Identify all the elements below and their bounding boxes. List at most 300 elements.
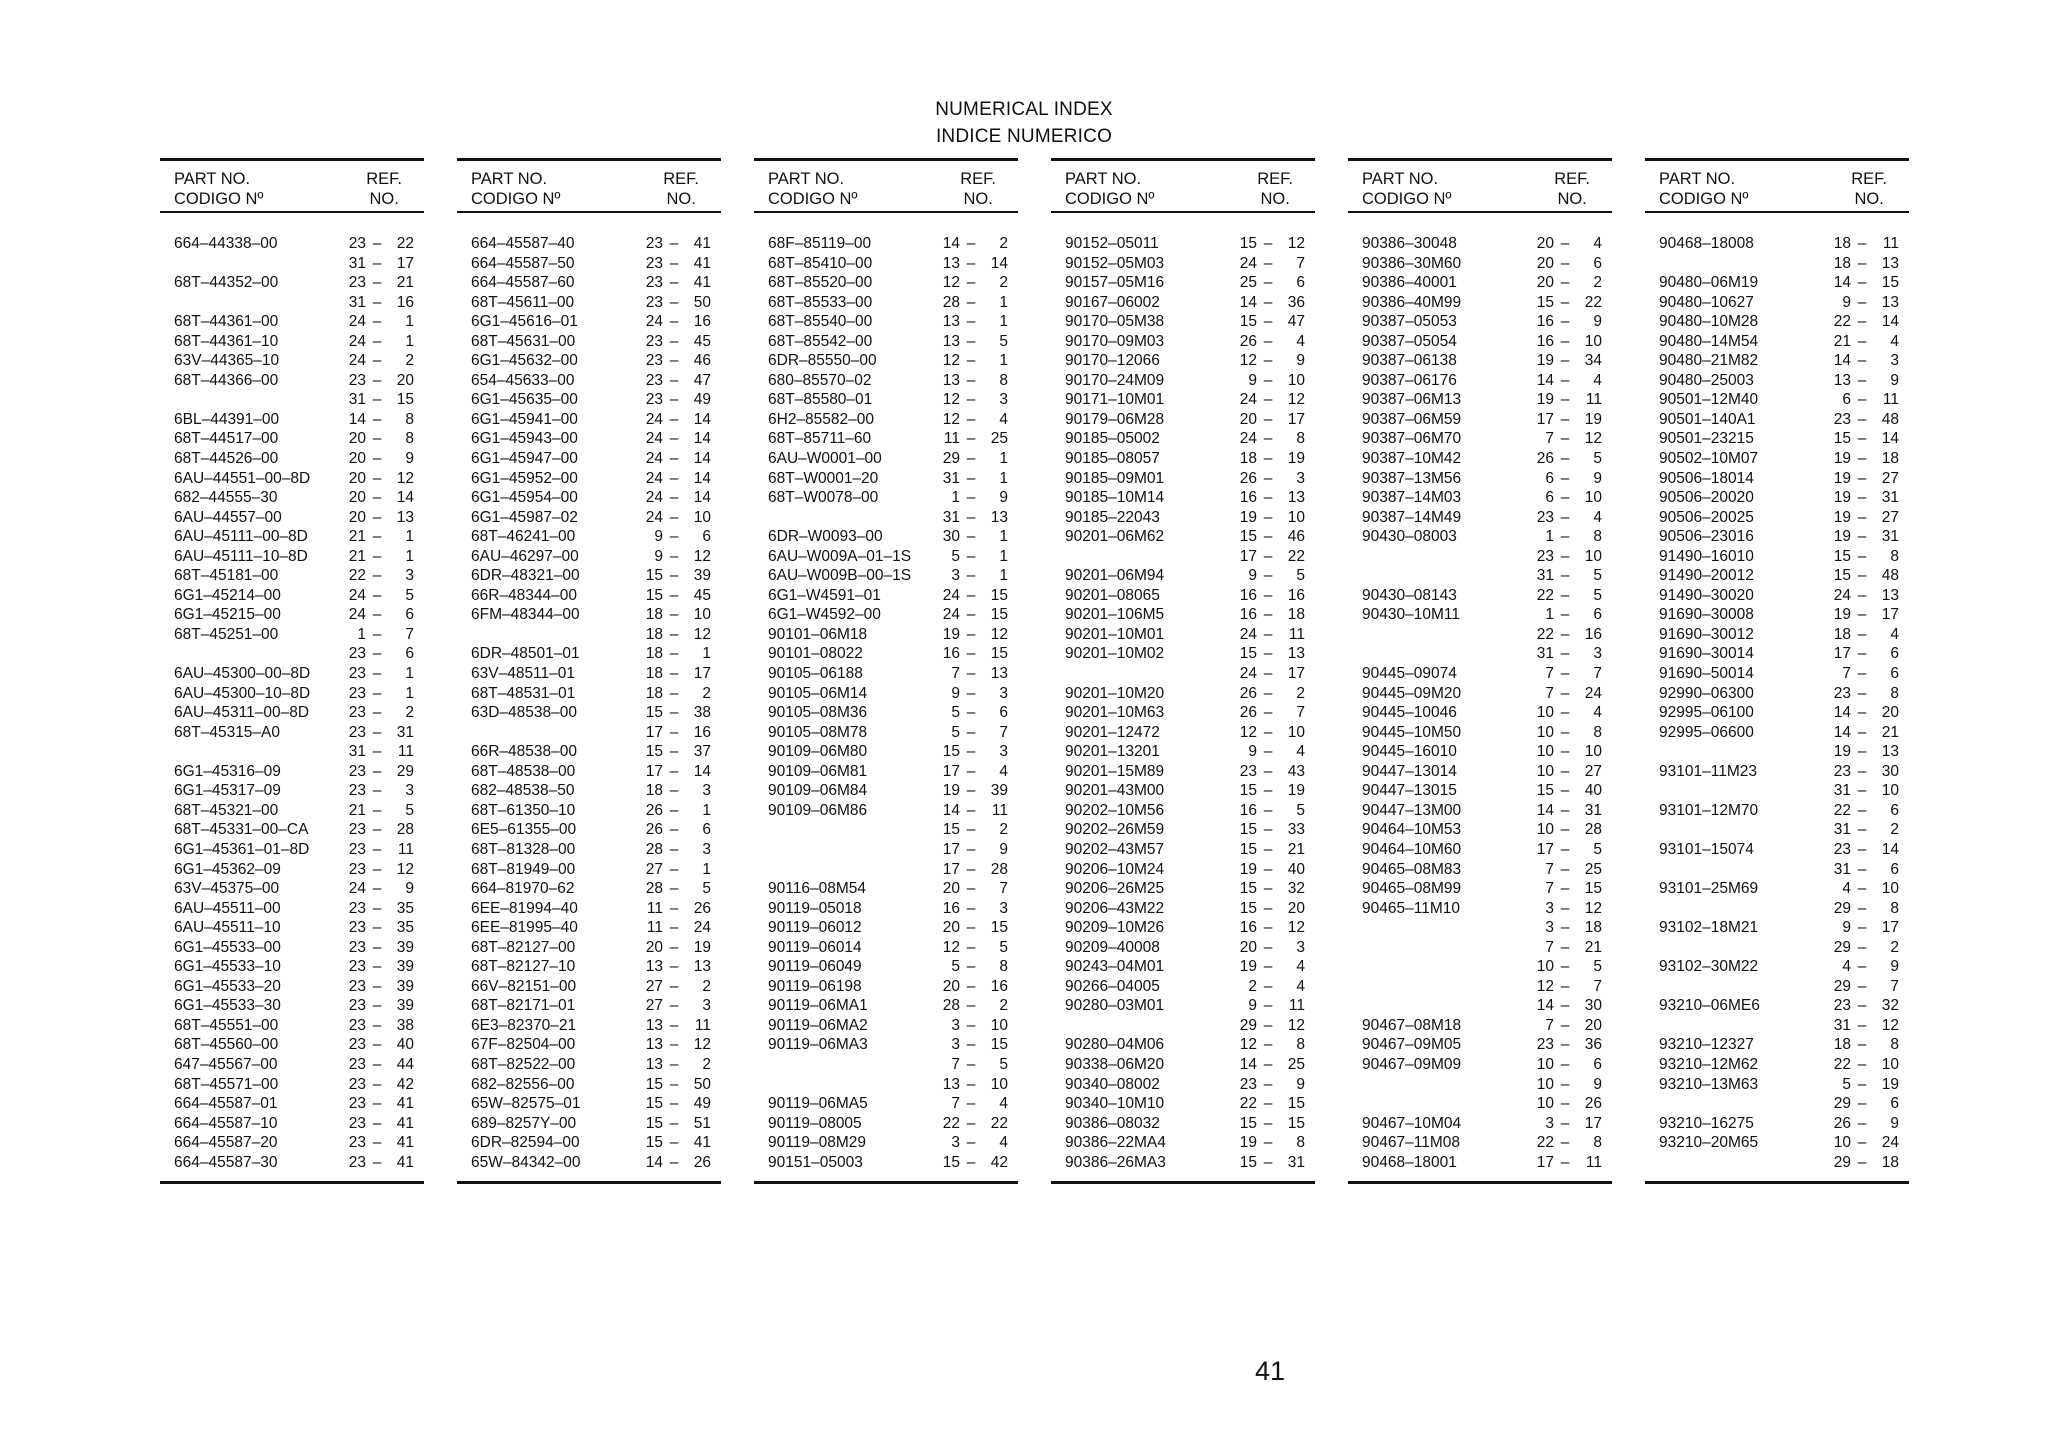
- ref-number: 22 – 15: [1239, 1095, 1305, 1113]
- ref-number: 23 – 21: [348, 274, 414, 292]
- part-number: 664–81970–62: [471, 880, 575, 898]
- ref-number: 16 – 18: [1239, 606, 1305, 624]
- part-number: 90119–06MA2: [768, 1016, 868, 1034]
- index-row: [1645, 547, 1909, 567]
- index-row: [457, 312, 721, 332]
- part-number: 6DR–85550–00: [768, 352, 877, 370]
- index-row: [160, 1016, 424, 1036]
- ref-number: 1 – 6: [1545, 606, 1602, 624]
- ref-number: 31 – 16: [348, 293, 414, 311]
- index-row: [754, 508, 1018, 528]
- ref-number: 14 – 20: [1833, 704, 1899, 722]
- part-number: 664–44338–00: [174, 235, 278, 252]
- ref-number: 20 – 19: [645, 938, 711, 956]
- index-row: [1051, 625, 1315, 645]
- index-row: [754, 1133, 1018, 1153]
- ref-number: 5 – 19: [1842, 1075, 1899, 1093]
- part-number: 90387–06176: [1362, 371, 1457, 389]
- ref-number: 19 – 8: [1239, 1134, 1305, 1152]
- part-no-heading-en: PART NO.: [1065, 170, 1142, 188]
- part-number: 6G1–45954–00: [471, 489, 578, 507]
- ref-number: 26 – 7: [1239, 704, 1305, 722]
- ref-number: 21 – 1: [348, 528, 414, 546]
- part-number: 68T–82127–00: [471, 938, 576, 956]
- index-column: [1348, 158, 1612, 1188]
- ref-number: 6 – 9: [1545, 469, 1602, 487]
- part-number: 90105–06M14: [768, 684, 868, 702]
- ref-number: 10 – 10: [1536, 743, 1602, 761]
- column-rows: [1348, 234, 1612, 1172]
- ref-number: 9 – 6: [654, 528, 711, 546]
- ref-number: 23 – 41: [348, 1134, 414, 1152]
- part-no-heading-es: CODIGO Nº: [471, 190, 561, 208]
- index-row: [754, 1114, 1018, 1134]
- part-number: 90506–20025: [1659, 508, 1754, 526]
- index-row: [754, 977, 1018, 997]
- part-number: 93210–12327: [1659, 1036, 1754, 1054]
- index-row: [1645, 703, 1909, 723]
- part-number: 90480–14M54: [1659, 332, 1759, 350]
- part-number: 68T–46241–00: [471, 528, 576, 546]
- ref-number: 13 – 5: [942, 332, 1008, 350]
- part-number: 6E3–82370–21: [471, 1016, 577, 1034]
- ref-number: 14 – 36: [1239, 293, 1305, 311]
- ref-no-heading: [1851, 169, 1887, 209]
- part-number: 68T–45321–00: [174, 801, 279, 819]
- index-row: [1051, 938, 1315, 958]
- ref-number: 31 – 13: [942, 508, 1008, 526]
- ref-number: 26 – 4: [1239, 332, 1305, 350]
- index-row: [1051, 351, 1315, 371]
- index-row: [457, 293, 721, 313]
- ref-number: 7 – 24: [1545, 684, 1602, 702]
- column-header: [1348, 161, 1612, 211]
- ref-number: 19 – 34: [1536, 352, 1602, 370]
- ref-number: 10 – 27: [1536, 762, 1602, 780]
- index-row: [457, 254, 721, 274]
- index-row: [160, 566, 424, 586]
- part-number: 90243–04M01: [1065, 958, 1165, 976]
- part-number: 68T–45251–00: [174, 625, 279, 643]
- part-number: 6G1–45215–00: [174, 606, 281, 624]
- ref-number: 18 – 2: [645, 684, 711, 702]
- index-row: [1348, 742, 1612, 762]
- part-number: 90151–05003: [768, 1153, 863, 1171]
- index-row: [1051, 684, 1315, 704]
- part-number: 90170–05M38: [1065, 313, 1165, 331]
- ref-number: 23 – 44: [348, 1055, 414, 1073]
- ref-number: 24 – 7: [1239, 254, 1305, 272]
- part-number: 90209–10M26: [1065, 919, 1165, 937]
- ref-number: 29 – 1: [942, 450, 1008, 468]
- index-row: [160, 449, 424, 469]
- part-number: 90201–06M62: [1065, 528, 1165, 546]
- index-row: [1645, 449, 1909, 469]
- index-row: [1348, 644, 1612, 664]
- part-number: 90109–06M84: [768, 782, 868, 800]
- part-number: 90202–10M56: [1065, 801, 1165, 819]
- index-row: [1645, 351, 1909, 371]
- ref-number: 23 – 45: [645, 332, 711, 350]
- index-row: [754, 566, 1018, 586]
- part-number: 90201–08065: [1065, 586, 1160, 604]
- ref-number: 17 – 5: [1536, 840, 1602, 858]
- index-row: [160, 860, 424, 880]
- ref-number: 23 – 35: [348, 919, 414, 937]
- ref-number: 30 – 1: [942, 528, 1008, 546]
- part-no-heading-en: PART NO.: [1362, 170, 1439, 188]
- ref-number: 23 – 6: [348, 645, 414, 663]
- index-row: [1051, 899, 1315, 919]
- ref-number: 13 – 11: [645, 1016, 711, 1034]
- part-number: 90467–11M08: [1362, 1134, 1460, 1152]
- index-row: [754, 703, 1018, 723]
- index-row: [457, 684, 721, 704]
- part-no-heading: [1659, 169, 1748, 209]
- part-number: 90101–08022: [768, 645, 863, 663]
- ref-number: 7 – 7: [1545, 665, 1602, 683]
- ref-number: 24 – 14: [645, 410, 711, 428]
- part-number: 6G1–45533–30: [174, 997, 281, 1015]
- part-number: 90467–08M18: [1362, 1016, 1462, 1034]
- ref-number: 4 – 10: [1842, 880, 1899, 898]
- index-row: [1051, 1016, 1315, 1036]
- index-row: [160, 488, 424, 508]
- index-row: [1348, 781, 1612, 801]
- ref-number: 7 – 15: [1545, 880, 1602, 898]
- index-row: [1051, 879, 1315, 899]
- part-number: 90206–26M25: [1065, 880, 1165, 898]
- ref-number: 5 – 8: [951, 958, 1008, 976]
- ref-number: 13 – 1: [942, 313, 1008, 331]
- part-number: 68T–45181–00: [174, 567, 279, 585]
- part-number: 90447–13M00: [1362, 801, 1462, 819]
- ref-no-heading-line1: REF.: [960, 170, 996, 188]
- part-number: 68T–44352–00: [174, 274, 279, 292]
- column-header-rule: [1051, 211, 1315, 213]
- part-number: 6G1–45362–09: [174, 860, 281, 878]
- index-row: [1348, 410, 1612, 430]
- part-number: 6H2–85582–00: [768, 410, 875, 428]
- index-row: [754, 488, 1018, 508]
- part-number: 90387–06138: [1362, 352, 1457, 370]
- ref-number: 10 – 4: [1536, 704, 1602, 722]
- index-row: [1051, 664, 1315, 684]
- index-row: [457, 996, 721, 1016]
- ref-number: 3 – 17: [1545, 1114, 1602, 1132]
- part-number: 68F–85119–00: [768, 235, 872, 252]
- index-row: [1645, 742, 1909, 762]
- ref-number: 9 – 12: [654, 547, 711, 565]
- ref-number: 3 – 12: [1545, 899, 1602, 917]
- index-row: [1645, 1035, 1909, 1055]
- ref-number: 11 – 24: [646, 919, 711, 937]
- part-number: 90185–05002: [1065, 430, 1160, 448]
- index-row: [1051, 527, 1315, 547]
- index-row: [1645, 527, 1909, 547]
- index-row: [1348, 938, 1612, 958]
- part-number: 6AU–45300–00–8D: [174, 665, 311, 683]
- part-number: 90152–05M03: [1065, 254, 1165, 272]
- ref-no-heading-line2: NO.: [1854, 190, 1884, 208]
- part-number: 664–45587–10: [174, 1114, 278, 1132]
- ref-no-heading-line2: NO.: [1557, 190, 1587, 208]
- ref-number: 23 – 41: [645, 254, 711, 272]
- part-number: 6G1–45987–02: [471, 508, 578, 526]
- ref-no-heading: [366, 169, 402, 209]
- index-row: [1051, 1075, 1315, 1095]
- index-row: [1051, 840, 1315, 860]
- part-number: 90387–05053: [1362, 313, 1457, 331]
- ref-number: 10 – 5: [1536, 958, 1602, 976]
- index-row: [1645, 390, 1909, 410]
- ref-number: 18 – 3: [645, 782, 711, 800]
- part-number: 93210–12M62: [1659, 1055, 1759, 1073]
- ref-number: 12 – 2: [942, 274, 1008, 292]
- index-row: [160, 508, 424, 528]
- part-number: 65W–84342–00: [471, 1153, 581, 1171]
- part-number: 90445–16010: [1362, 743, 1457, 761]
- part-number: 90157–05M16: [1065, 274, 1165, 292]
- index-row: [1348, 488, 1612, 508]
- ref-number: 24 – 15: [942, 586, 1008, 604]
- index-row: [1348, 605, 1612, 625]
- index-row: [1348, 840, 1612, 860]
- ref-number: 20 – 6: [1536, 254, 1602, 272]
- index-row: [1051, 1055, 1315, 1075]
- index-row: [160, 644, 424, 664]
- ref-number: 23 – 49: [645, 391, 711, 409]
- ref-number: 23 – 36: [1536, 1036, 1602, 1054]
- part-number: 90506–18014: [1659, 469, 1754, 487]
- ref-number: 23 – 39: [348, 997, 414, 1015]
- part-number: 93210–16275: [1659, 1114, 1754, 1132]
- index-row: [754, 1153, 1018, 1173]
- index-row: [1348, 234, 1612, 254]
- part-number: 90468–18008: [1659, 235, 1754, 252]
- ref-number: 24 – 16: [645, 313, 711, 331]
- index-row: [1348, 371, 1612, 391]
- part-number: 90170–12066: [1065, 352, 1160, 370]
- ref-number: 17 – 16: [645, 723, 711, 741]
- index-row: [457, 879, 721, 899]
- part-number: 91490–30020: [1659, 586, 1754, 604]
- ref-number: 10 – 8: [1536, 723, 1602, 741]
- ref-number: 14 – 8: [348, 410, 414, 428]
- ref-number: 22 – 22: [942, 1114, 1008, 1132]
- index-row: [1051, 703, 1315, 723]
- part-number: 90445–10M50: [1362, 723, 1462, 741]
- ref-number: 19 – 4: [1239, 958, 1305, 976]
- ref-number: 23 – 39: [348, 938, 414, 956]
- part-number: 91490–20012: [1659, 567, 1754, 585]
- index-row: [457, 1035, 721, 1055]
- part-number: 6AU–W009B–00–1S: [768, 567, 912, 585]
- ref-number: 15 – 42: [942, 1153, 1008, 1171]
- index-row: [160, 918, 424, 938]
- index-row: [754, 820, 1018, 840]
- part-number: 68T–45551–00: [174, 1016, 279, 1034]
- index-row: [160, 938, 424, 958]
- index-row: [160, 1153, 424, 1173]
- ref-number: 14 – 25: [1239, 1055, 1305, 1073]
- ref-number: 23 – 30: [1833, 762, 1899, 780]
- index-row: [754, 332, 1018, 352]
- ref-number: 13 – 12: [645, 1036, 711, 1054]
- part-number: 682–44555–30: [174, 489, 278, 507]
- index-row: [1051, 449, 1315, 469]
- part-number: 90501–23215: [1659, 430, 1754, 448]
- index-row: [1645, 957, 1909, 977]
- ref-number: 24 – 11: [1239, 625, 1305, 643]
- index-row: [1051, 801, 1315, 821]
- index-row: [1051, 977, 1315, 997]
- part-number: 6DR–82594–00: [471, 1134, 580, 1152]
- part-number: 6EE–81995–40: [471, 919, 578, 937]
- part-number: 664–45587–50: [471, 254, 575, 272]
- index-row: [1051, 429, 1315, 449]
- ref-number: 15 – 32: [1239, 880, 1305, 898]
- index-row: [160, 840, 424, 860]
- ref-number: 12 – 4: [942, 410, 1008, 428]
- index-row: [160, 332, 424, 352]
- part-number: 682–82556–00: [471, 1075, 575, 1093]
- part-number: 6EE–81994–40: [471, 899, 578, 917]
- part-number: 654–45633–00: [471, 371, 575, 389]
- index-row: [1051, 273, 1315, 293]
- ref-number: 3 – 15: [951, 1036, 1008, 1054]
- index-row: [457, 703, 721, 723]
- ref-number: 3 – 4: [951, 1134, 1008, 1152]
- index-row: [754, 390, 1018, 410]
- part-number: 6AU–45111–10–8D: [174, 547, 308, 565]
- ref-number: 18 – 8: [1833, 1036, 1899, 1054]
- index-row: [1348, 449, 1612, 469]
- ref-number: 15 – 37: [645, 743, 711, 761]
- ref-number: 21 – 1: [348, 547, 414, 565]
- ref-number: 7 – 4: [951, 1095, 1008, 1113]
- index-row: [160, 703, 424, 723]
- part-number: 90201–13201: [1065, 743, 1160, 761]
- index-row: [754, 547, 1018, 567]
- index-row: [160, 429, 424, 449]
- part-number: 664–45587–01: [174, 1095, 278, 1113]
- index-row: [160, 742, 424, 762]
- part-number: 68T–82171–01: [471, 997, 576, 1015]
- index-row: [1348, 566, 1612, 586]
- index-row: [160, 469, 424, 489]
- index-row: [1645, 508, 1909, 528]
- part-number: 65W–82575–01: [471, 1095, 581, 1113]
- index-row: [160, 1114, 424, 1134]
- ref-number: 22 – 16: [1536, 625, 1602, 643]
- part-number: 90280–04M06: [1065, 1036, 1165, 1054]
- ref-number: 15 – 22: [1536, 293, 1602, 311]
- ref-number: 23 – 11: [348, 840, 414, 858]
- ref-number: 29 – 2: [1833, 938, 1899, 956]
- part-number: 90386–30048: [1362, 235, 1457, 252]
- index-row: [1645, 625, 1909, 645]
- ref-number: 28 – 5: [645, 880, 711, 898]
- part-number: 6G1–45941–00: [471, 410, 578, 428]
- ref-number: 23 – 39: [348, 977, 414, 995]
- ref-no-heading-line2: NO.: [963, 190, 993, 208]
- ref-number: 15 – 51: [645, 1114, 711, 1132]
- column-bottom-rule: [754, 1181, 1018, 1184]
- part-no-heading-es: CODIGO Nº: [1659, 190, 1749, 208]
- part-number: 6G1–45632–00: [471, 352, 578, 370]
- index-row: [754, 762, 1018, 782]
- ref-number: 16 – 13: [1239, 489, 1305, 507]
- index-row: [457, 332, 721, 352]
- part-number: 90170–24M09: [1065, 371, 1165, 389]
- part-number: 68T–85542–00: [768, 332, 873, 350]
- part-number: 6G1–45952–00: [471, 469, 578, 487]
- index-column: [754, 158, 1018, 1188]
- index-row: [754, 781, 1018, 801]
- ref-number: 23 – 43: [1239, 762, 1305, 780]
- index-row: [754, 644, 1018, 664]
- part-number: 90468–18001: [1362, 1153, 1457, 1171]
- part-number: 91690–50014: [1659, 665, 1754, 683]
- part-number: 90480–25003: [1659, 371, 1754, 389]
- index-row: [1645, 254, 1909, 274]
- index-row: [457, 801, 721, 821]
- index-row: [754, 234, 1018, 254]
- part-number: 90387–06M13: [1362, 391, 1462, 409]
- part-number: 90119–06MA3: [768, 1036, 868, 1054]
- ref-number: 9 – 17: [1842, 919, 1899, 937]
- ref-number: 26 – 6: [645, 821, 711, 839]
- part-number: 90502–10M07: [1659, 450, 1759, 468]
- ref-number: 19 – 17: [1833, 606, 1899, 624]
- ref-number: 23 – 46: [645, 352, 711, 370]
- part-number: 90119–05018: [768, 899, 862, 917]
- ref-no-heading-line2: NO.: [369, 190, 399, 208]
- column-rows: [457, 234, 721, 1172]
- part-number: 6AU–46297–00: [471, 547, 579, 565]
- ref-number: 13 – 9: [1833, 371, 1899, 389]
- part-number: 6G1–45943–00: [471, 430, 578, 448]
- index-row: [457, 469, 721, 489]
- index-row: [160, 586, 424, 606]
- ref-number: 9 – 4: [1248, 743, 1305, 761]
- index-row: [754, 957, 1018, 977]
- index-row: [1051, 1094, 1315, 1114]
- ref-number: 29 – 7: [1833, 977, 1899, 995]
- index-row: [1348, 527, 1612, 547]
- ref-number: 16 – 15: [942, 645, 1008, 663]
- ref-number: 15 – 50: [645, 1075, 711, 1093]
- ref-number: 23 – 3: [348, 782, 414, 800]
- ref-number: 20 – 17: [1239, 410, 1305, 428]
- ref-number: 28 – 3: [645, 840, 711, 858]
- ref-number: 12 – 3: [942, 391, 1008, 409]
- index-row: [1051, 957, 1315, 977]
- part-number: 6AU–45511–00: [174, 899, 281, 917]
- ref-number: 31 – 5: [1536, 567, 1602, 585]
- index-row: [1051, 996, 1315, 1016]
- ref-number: 5 – 6: [951, 704, 1008, 722]
- index-row: [754, 742, 1018, 762]
- ref-number: 9 – 5: [1248, 567, 1305, 585]
- ref-number: 20 – 9: [348, 450, 414, 468]
- ref-number: 15 – 48: [1833, 567, 1899, 585]
- part-number: 6G1–45533–10: [174, 958, 281, 976]
- ref-number: 23 – 20: [348, 371, 414, 389]
- ref-number: 24 – 14: [645, 430, 711, 448]
- part-no-heading-en: PART NO.: [174, 170, 251, 188]
